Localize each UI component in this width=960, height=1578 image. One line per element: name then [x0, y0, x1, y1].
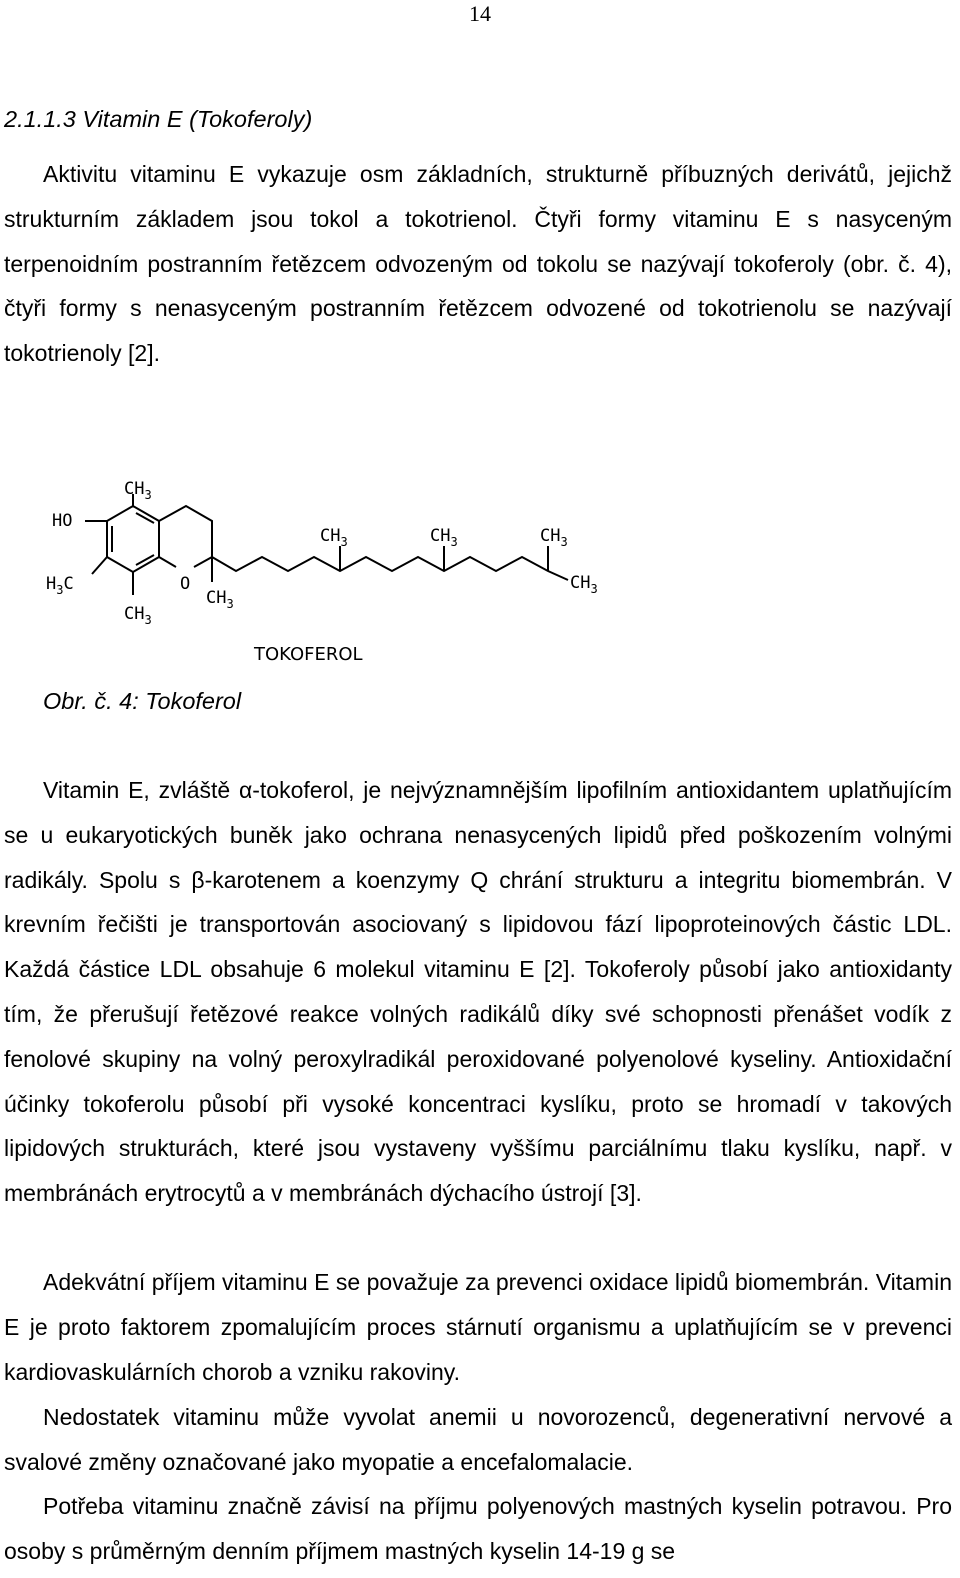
pyran-ring-o-bond	[159, 557, 176, 567]
label-ch3-chiral: $CH_3$	[206, 588, 234, 611]
paragraph-intake: Adekvátní příjem vitaminu E se považuje za prevenci oxidace lipidů biomembrán. Vitamin E je proto faktorem zpomalujícím proces stárnutí organismu a uplatňujícím se v prevenci kardiovaskulárních chorob a vzniku rakoviny.	[4, 1269, 952, 1385]
label-ch3-top: $CH_3$	[124, 479, 152, 502]
methyl-bond-left	[92, 557, 107, 574]
paragraph-requirement: Potřeba vitaminu značně závisí na příjmu polyenových mastných kyselin potravou. Pro osoby s průměrným denním příjmem mastných kyselin 14-19 g se	[4, 1493, 952, 1564]
pyran-ring-upper	[159, 506, 212, 557]
page-number: 14	[469, 1, 491, 26]
label-ring-oxygen: O	[180, 574, 191, 594]
tocopherol-structure-figure	[40, 470, 610, 670]
label-ch3-terminal: $CH_3$	[570, 573, 598, 596]
paragraph-deficiency: Nedostatek vitaminu může vyvolat anemii u novorozenců, degenerativní nervové a svalové změny označované jako myopatie a encefalomalacie.	[4, 1404, 952, 1475]
paragraph-intro: Aktivitu vitaminu E vykazuje osm základních, strukturně příbuzných derivátů, jejichž strukturním základem jsou tokol a tokotrienol. Čtyři formy vitaminu E s nasyceným terpenoidním postranním řetězcem odvozeným od tokolu se nazývají tokoferoly (obr. č. 4), čtyři formy s nenasyceným postranním řetězcem odvozené od tokotrienolu se nazývají tokotrienoly [2].	[4, 161, 952, 367]
compound-name: TOKOFEROL	[254, 644, 363, 665]
side-chain	[212, 557, 568, 580]
tocopherol-structure-diagram	[40, 470, 610, 670]
pyran-ring-o-bond	[194, 557, 212, 567]
label-ch3-chain-2: $CH_3$	[430, 526, 458, 549]
label-ch3-bottom: $CH_3$	[124, 604, 152, 627]
label-ch3-chain-3: $CH_3$	[540, 526, 568, 549]
label-ch3-chain-1: $CH_3$	[320, 526, 348, 549]
aromatic-double-bond	[136, 513, 154, 523]
benzene-ring	[107, 506, 159, 572]
label-ho: HO	[52, 511, 73, 531]
label-h3c: $H_3C$	[46, 574, 74, 597]
aromatic-double-bond	[136, 555, 154, 565]
section-heading: 2.1.1.3 Vitamin E (Tokoferoly)	[4, 106, 313, 132]
figure-caption: Obr. č. 4: Tokoferol	[43, 688, 242, 714]
paragraph-antioxidant: Vitamin E, zvláště α-tokoferol, je nejvýznamnějším lipofilním antioxidantem uplatňujícím se u eukaryotických buněk jako ochrana nenasycených lipidů před poškozením volnými radikály. Spolu s β-karotenem a koenzymy Q chrání strukturu a integritu biomembrán. V krevním řečišti je transportován asociovaný s lipidovou fází lipoproteinových částic LDL. Každá částice LDL obsahuje 6 molekul vitaminu E [2]. Tokoferoly působí jako antioxidanty tím, že přerušují řetězové reakce volných radikálů díky své schopnosti přenášet vodík z fenolové skupiny na volný peroxylradikál peroxidované polyenolové kyseliny. Antioxidační účinky tokoferolu působí při vysoké koncentraci kyslíku, proto se hromadí v takových lipidových strukturách, které jsou vystaveny vyššímu parciálnímu tlaku kyslíku, např. v membránách erytrocytů a v membránách dýchacího ústrojí [3].	[4, 777, 952, 1207]
